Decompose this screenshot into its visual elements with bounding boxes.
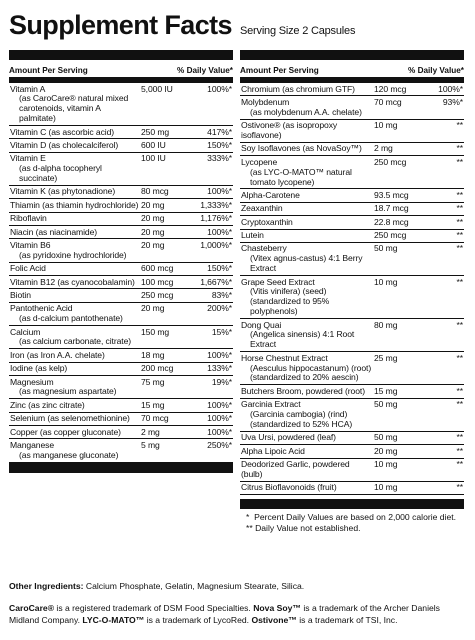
amount-header: Amount Per Serving: [9, 65, 88, 75]
nutrient-amount: 75 mg: [141, 376, 165, 387]
nutrient-name: [10, 351, 141, 361]
nutrient-name: [241, 121, 374, 141]
nutrient-daily-value: 333%*: [207, 153, 232, 164]
nutrient-label: Deodorized Garlic, powdered (bulb): [241, 459, 350, 479]
nutrient-name: [10, 85, 141, 125]
dv-header: % Daily Value*: [408, 65, 464, 75]
nutrient-row: [240, 445, 464, 458]
left-rows: [9, 83, 233, 463]
nutrient-source: (as calcium carbonate, citrate): [19, 336, 132, 347]
divider-thick: [240, 50, 464, 60]
nutrient-name: [10, 241, 141, 261]
nutrient-name: [10, 328, 141, 348]
nutrient-label: Manganese: [10, 439, 55, 450]
trademark-notice: [9, 603, 469, 626]
footnote-dv: * Percent Daily Values are based on 2,000 calorie diet.: [246, 512, 457, 523]
nutrient-row: [240, 243, 464, 276]
nutrient-amount: 2 mg: [374, 143, 393, 154]
nutrient-row: [9, 426, 233, 439]
nutrient-name: [10, 401, 141, 411]
nutrient-name: [10, 187, 141, 197]
nutrient-daily-value: 100%*: [207, 413, 232, 424]
nutrient-row: [9, 226, 233, 239]
nutrient-row: [9, 413, 233, 426]
nutrient-name: [241, 144, 374, 154]
nutrient-label: Thiamin (as thiamin hydrochloride): [10, 199, 139, 210]
nutrient-amount: 600 IU: [141, 139, 166, 150]
nutrient-daily-value: 1,333%*: [200, 199, 232, 210]
nutrient-row: [240, 83, 464, 96]
nutrient-daily-value: 100%*: [207, 83, 232, 94]
nutrient-daily-value: 417%*: [207, 126, 232, 137]
nutrient-row: [240, 156, 464, 189]
divider-thick: [240, 499, 464, 509]
nutrient-row: [240, 203, 464, 216]
nutrient-daily-value: **: [456, 319, 463, 330]
nutrient-row: [9, 349, 233, 362]
nutrient-daily-value: **: [456, 230, 463, 240]
nutrient-daily-value: 83%*: [211, 289, 232, 300]
nutrient-row: [240, 230, 464, 243]
nutrient-amount: 200 mcg: [141, 363, 174, 374]
nutrient-name: [10, 378, 141, 398]
nutrient-amount: 15 mg: [141, 399, 165, 410]
nutrient-row: [9, 213, 233, 226]
nutrient-source: (Aesculus hippocastanum) (root) (standardized to 20% aescin): [250, 362, 372, 383]
nutrient-name: [10, 278, 141, 288]
nutrient-source: (as CaroCare® natural mixed carotenoids, vitamin A palmitate): [19, 93, 129, 124]
nutrient-row: [9, 276, 233, 289]
nutrient-row: [9, 399, 233, 412]
nutrient-label: Chromium (as chromium GTF): [241, 83, 355, 94]
nutrient-name: [10, 154, 141, 184]
nutrient-amount: 100 mcg: [141, 276, 174, 287]
nutrient-row: [240, 352, 464, 385]
nutrient-amount: 250 mcg: [374, 230, 407, 240]
nutrient-row: [240, 143, 464, 156]
nutrient-daily-value: **: [456, 143, 463, 154]
nutrient-daily-value: 1,176%*: [200, 213, 232, 224]
nutrient-daily-value: **: [456, 189, 463, 200]
nutrient-row: [240, 385, 464, 398]
nutrient-daily-value: 150%*: [207, 139, 232, 150]
nutrient-name: [241, 433, 374, 443]
nutrient-row: [9, 326, 233, 349]
nutrient-name: [10, 304, 141, 324]
nutrient-label: Selenium (as selenomethionine): [10, 413, 130, 424]
trademark-text: is a trademark of TSI, Inc.: [296, 614, 398, 625]
nutrient-name: [241, 158, 374, 188]
nutrient-label: Folic Acid: [10, 263, 46, 274]
nutrient-name: [241, 191, 374, 201]
nutrient-row: [9, 303, 233, 326]
trademark-name: Nova Soy™: [253, 603, 301, 613]
nutrient-label: Horse Chestnut Extract: [241, 352, 328, 363]
nutrient-amount: 10 mg: [374, 276, 398, 287]
right-column: [240, 50, 464, 534]
nutrient-amount: 15 mg: [374, 385, 398, 396]
nutrient-row: [9, 139, 233, 152]
nutrient-amount: 600 mcg: [141, 263, 174, 274]
nutrient-label: Lycopene: [241, 156, 278, 167]
nutrient-label: Niacin (as niacinamide): [10, 226, 98, 237]
nutrient-daily-value: 100%*: [207, 349, 232, 360]
nutrient-label: Citrus Bioflavonoids (fruit): [241, 482, 337, 493]
nutrient-label: Calcium: [10, 326, 41, 337]
nutrient-name: [10, 141, 141, 151]
nutrient-label: Iron (as Iron A.A. chelate): [10, 349, 105, 360]
nutrient-row: [9, 289, 233, 302]
nutrient-daily-value: **: [456, 385, 463, 396]
nutrient-name: [10, 214, 141, 224]
nutrient-source: (as d-calcium pantothenate): [19, 313, 123, 324]
serving-size: Serving Size 2 Capsules: [240, 25, 356, 37]
trademark-name: CaroCare®: [9, 603, 55, 613]
nutrient-name: [10, 428, 141, 438]
nutrient-amount: 50 mg: [374, 243, 398, 254]
nutrient-daily-value: **: [456, 445, 463, 456]
divider-thick: [9, 463, 233, 473]
nutrient-name: [241, 400, 374, 430]
nutrient-label: Vitamin D (as cholecalciferol): [10, 139, 119, 150]
nutrient-amount: 18.7 mcg: [374, 203, 409, 214]
nutrient-label: Magnesium: [10, 376, 54, 387]
other-ingredients-text: Calcium Phosphate, Gelatin, Magnesium Stearate, Silica.: [83, 581, 305, 591]
nutrient-amount: 150 mg: [141, 326, 170, 337]
nutrient-name: [241, 387, 374, 397]
nutrient-row: [240, 319, 464, 352]
nutrient-name: [241, 483, 374, 493]
nutrient-row: [9, 126, 233, 139]
nutrient-label: Soy Isoflavones (as NovaSoy™): [241, 143, 362, 154]
nutrient-label: Vitamin B6: [10, 239, 51, 250]
nutrient-source: (as magnesium aspartate): [19, 386, 117, 397]
nutrient-name: [10, 128, 141, 138]
nutrient-label: Vitamin A: [10, 83, 46, 94]
nutrient-daily-value: **: [456, 482, 463, 493]
column-header: [9, 60, 233, 78]
nutrient-source: (as LYC-O-MATO™ natural tomato lycopene): [250, 166, 352, 187]
nutrient-amount: 20 mg: [141, 213, 165, 224]
nutrient-daily-value: 93%*: [442, 96, 463, 107]
nutrient-row: [9, 439, 233, 462]
nutrient-amount: 100 IU: [141, 153, 166, 164]
nutrient-row: [240, 482, 464, 495]
nutrient-label: Grape Seed Extract: [241, 276, 315, 287]
nutrient-daily-value: **: [456, 352, 463, 363]
nutrient-amount: 250 mcg: [374, 156, 407, 167]
nutrient-amount: 22.8 mcg: [374, 216, 409, 227]
nutrient-amount: 10 mg: [374, 459, 398, 469]
nutrient-label: Riboflavin: [10, 213, 47, 224]
nutrient-label: Copper (as copper gluconate): [10, 426, 121, 437]
nutrient-label: Biotin: [10, 289, 31, 300]
nutrient-row: [240, 189, 464, 202]
nutrient-amount: 5,000 IU: [141, 83, 173, 94]
nutrient-source: (as pyridoxine hydrochloride): [19, 249, 127, 260]
nutrient-name: [241, 244, 374, 274]
trademark-text: is a registered trademark of DSM Food Specialties.: [54, 603, 254, 613]
nutrient-name: [10, 264, 141, 274]
nutrient-daily-value: 150%*: [207, 263, 232, 274]
nutrient-daily-value: 15%*: [211, 326, 232, 337]
nutrient-row: [240, 432, 464, 445]
nutrient-source: (Garcinia cambogia) (rind) (standardized to 52% HCA): [250, 409, 353, 429]
nutrient-name: [10, 441, 141, 461]
nutrient-name: [10, 201, 141, 211]
nutrient-daily-value: 1,667%*: [200, 276, 232, 287]
right-rows: [240, 83, 464, 495]
nutrient-label: Iodine (as kelp): [10, 363, 68, 374]
nutrient-row: [9, 153, 233, 186]
nutrient-daily-value: **: [456, 203, 463, 214]
nutrient-source: (Vitis vinifera) (seed) (standardized to 95% polyphenols): [250, 286, 330, 317]
nutrient-label: Butchers Broom, powdered (root): [241, 385, 365, 396]
nutrient-daily-value: 250%*: [207, 439, 232, 450]
nutrient-row: [9, 199, 233, 212]
trademark-text: is a trademark of the Archer Daniels Midland Company.: [9, 603, 440, 625]
nutrient-amount: 2 mg: [141, 426, 160, 437]
nutrient-label: Garcinia Extract: [241, 399, 301, 410]
nutrient-label: Vitamin K (as phytonadione): [10, 186, 116, 197]
nutrient-daily-value: **: [456, 120, 463, 131]
nutrient-daily-value: 100%*: [207, 426, 232, 437]
nutrient-daily-value: **: [456, 399, 463, 410]
nutrient-label: Chasteberry: [241, 243, 287, 254]
nutrient-label: Pantothenic Acid: [10, 303, 73, 314]
nutrient-daily-value: 200%*: [207, 303, 232, 314]
nutrient-amount: 70 mcg: [141, 413, 169, 424]
nutrient-name: [241, 231, 374, 241]
nutrient-row: [240, 96, 464, 119]
nutrient-amount: 250 mg: [141, 126, 170, 137]
nutrient-amount: 20 mg: [374, 445, 398, 456]
nutrient-source: (Angelica sinensis) 4:1 Root Extract: [250, 329, 355, 350]
nutrient-name: [10, 414, 141, 424]
nutrient-amount: 250 mcg: [141, 289, 174, 300]
dv-header: % Daily Value*: [177, 65, 233, 75]
page-title: Supplement Facts: [9, 10, 232, 40]
nutrient-label: Uva Ursi, powdered (leaf): [241, 432, 336, 443]
nutrient-label: Molybdenum: [241, 96, 290, 107]
nutrient-amount: 18 mg: [141, 349, 165, 360]
nutrient-daily-value: **: [456, 156, 463, 167]
nutrient-amount: 5 mg: [141, 439, 160, 450]
nutrient-daily-value: 100%*: [207, 399, 232, 410]
nutrient-source: (as d-alpha tocopheryl succinate): [19, 163, 102, 183]
trademark-name: LYC-O-MATO™: [82, 614, 145, 625]
nutrient-name: [241, 98, 374, 118]
column-header: [240, 60, 464, 78]
nutrient-name: [241, 85, 374, 95]
nutrient-row: [240, 459, 464, 482]
amount-header: Amount Per Serving: [240, 65, 319, 75]
footnotes: [240, 512, 464, 533]
nutrient-row: [240, 399, 464, 432]
nutrient-row: [9, 363, 233, 376]
nutrient-amount: 50 mg: [374, 399, 398, 410]
nutrient-label: Alpha-Carotene: [241, 189, 300, 200]
nutrient-daily-value: **: [456, 276, 463, 287]
nutrient-name: [241, 321, 374, 351]
nutrient-source: (as manganese gluconate): [19, 449, 119, 460]
nutrient-amount: 80 mg: [374, 319, 398, 330]
nutrient-label: Lutein: [241, 230, 264, 240]
nutrient-row: [240, 120, 464, 143]
nutrient-amount: 70 mcg: [374, 96, 402, 107]
nutrient-label: Dong Quai: [241, 319, 282, 330]
nutrient-row: [9, 83, 233, 126]
nutrient-source: (as molybdenum A.A. chelate): [250, 106, 362, 117]
left-column: [9, 50, 233, 473]
nutrient-daily-value: **: [456, 216, 463, 227]
nutrient-amount: 10 mg: [374, 482, 398, 493]
nutrient-daily-value: 100%*: [438, 83, 463, 94]
other-ingredients: [9, 582, 469, 592]
nutrient-name: [241, 447, 374, 457]
other-ingredients-label: Other Ingredients:: [9, 581, 84, 591]
nutrient-row: [240, 276, 464, 319]
trademark-text: is a trademark of LycoRed.: [144, 614, 252, 625]
nutrient-name: [241, 354, 374, 384]
nutrient-label: Cryptoxanthin: [241, 216, 293, 227]
nutrient-name: [241, 278, 374, 318]
nutrient-daily-value: 133%*: [207, 363, 232, 374]
footnote-not-established: ** Daily Value not established.: [246, 522, 361, 533]
nutrient-daily-value: **: [456, 459, 463, 469]
nutrient-amount: 80 mcg: [141, 186, 169, 197]
nutrient-amount: 20 mg: [141, 239, 165, 250]
nutrient-label: Alpha Lipoic Acid: [241, 445, 305, 456]
nutrient-amount: 120 mcg: [374, 83, 407, 94]
nutrient-amount: 93.5 mcg: [374, 189, 409, 200]
nutrient-row: [9, 376, 233, 399]
nutrient-daily-value: **: [456, 432, 463, 443]
nutrient-row: [9, 263, 233, 276]
nutrient-label: Vitamin E: [10, 153, 46, 164]
nutrient-daily-value: **: [456, 243, 463, 254]
nutrient-amount: 20 mg: [141, 226, 165, 237]
nutrient-row: [240, 216, 464, 229]
nutrient-name: [10, 291, 141, 301]
nutrient-name: [241, 218, 374, 228]
nutrient-daily-value: 1,000%*: [200, 239, 232, 250]
nutrient-label: Zeaxanthin: [241, 203, 283, 214]
nutrient-label: Vitamin C (as ascorbic acid): [10, 126, 115, 137]
nutrient-amount: 20 mg: [141, 199, 165, 210]
nutrient-amount: 50 mg: [374, 432, 398, 443]
nutrient-label: Vitamin B12 (as cyanocobalamin): [10, 276, 135, 287]
nutrient-daily-value: 19%*: [211, 376, 232, 387]
nutrient-daily-value: 100%*: [207, 226, 232, 237]
nutrient-row: [9, 239, 233, 262]
nutrient-name: [10, 228, 141, 238]
nutrient-amount: 20 mg: [141, 303, 165, 314]
nutrient-row: [9, 186, 233, 199]
divider-thick: [9, 50, 233, 60]
nutrient-amount: 25 mg: [374, 352, 398, 363]
trademark-name: Ostivone™: [251, 614, 297, 625]
nutrient-name: [10, 364, 141, 374]
nutrient-name: [241, 204, 374, 214]
nutrient-amount: 10 mg: [374, 120, 398, 131]
nutrient-daily-value: 100%*: [207, 186, 232, 197]
nutrient-label: Ostivone® (as isopropoxy isoflavone): [241, 120, 338, 140]
nutrient-source: (Vitex agnus-castus) 4:1 Berry Extract: [250, 253, 363, 274]
nutrient-name: [241, 460, 374, 480]
nutrient-label: Zinc (as zinc citrate): [10, 399, 85, 410]
